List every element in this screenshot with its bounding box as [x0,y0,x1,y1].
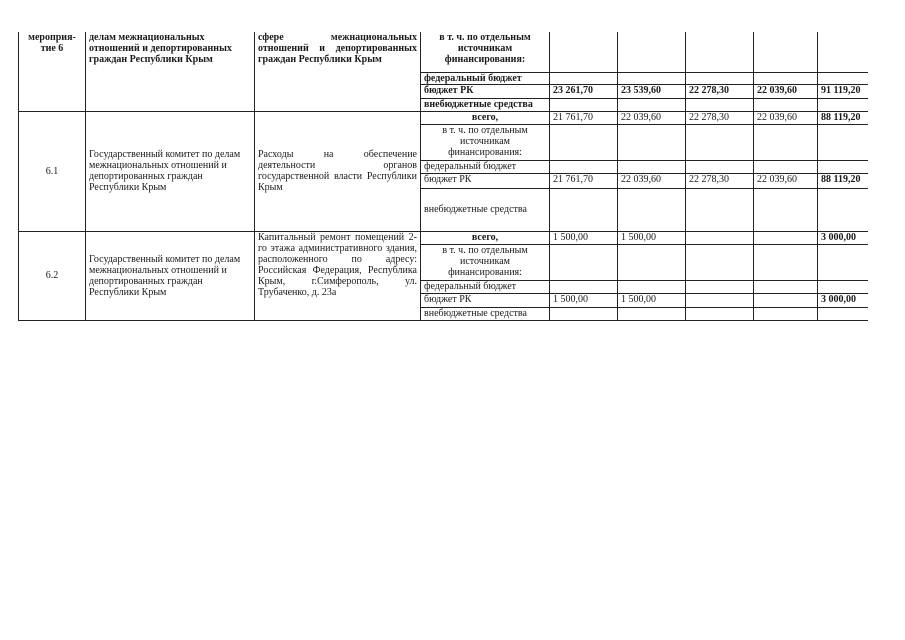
value-cell [618,307,686,320]
value-cell [818,72,868,84]
value-cell [754,244,818,280]
source-label: всего, [421,111,550,124]
value-cell [550,188,618,231]
measure-name-cell: Расходы на обеспечение деятельности органов государственной власти Республики Крым [255,111,421,231]
value-cell [818,280,868,293]
value-cell [818,244,868,280]
value-cell [754,188,818,231]
value-cell: 22 039,60 [618,111,686,124]
value-cell [618,188,686,231]
value-cell: 22 278,30 [686,111,754,124]
value-cell [754,280,818,293]
measure-name-cell: сфере межнациональных отношений и депортированных граждан Республики Крым [255,32,421,111]
value-cell: 22 039,60 [754,111,818,124]
value-cell [550,72,618,84]
value-cell [754,32,818,72]
value-cell: 3 000,00 [818,231,868,244]
budget-table [18,32,868,321]
value-cell [550,280,618,293]
value-cell [754,307,818,320]
value-cell: 22 278,30 [686,84,754,98]
value-cell [618,72,686,84]
source-label: внебюджетные средства [421,98,550,111]
value-cell: 1 500,00 [550,293,618,307]
value-cell [686,231,754,244]
value-cell [818,124,868,160]
measure-name-cell: Капитальный ремонт помещений 2-го этажа административного здания, расположенного по адресу: Российская Федерация, Республика Крым, г.Симферополь, ул. Трубаченко, д. 23а [255,231,421,320]
value-cell [686,280,754,293]
value-cell [686,307,754,320]
executor-cell: Государственный комитет по делам межнациональных отношений и депортированных граждан Республики Крым [86,111,255,231]
source-label: в т. ч. по отдельным источникам финансирования: [421,124,550,160]
table-row [19,111,868,124]
value-cell [818,98,868,111]
source-label: федеральный бюджет [421,72,550,84]
source-label: бюджет РК [421,84,550,98]
value-cell [618,98,686,111]
value-cell [550,98,618,111]
source-label: всего, [421,231,550,244]
value-cell: 1 500,00 [618,293,686,307]
value-cell [686,160,754,173]
value-cell [686,293,754,307]
executor-cell: делам межнациональных отношений и депортированных граждан Республики Крым [86,32,255,111]
value-cell [618,32,686,72]
value-cell [618,244,686,280]
value-cell [754,293,818,307]
value-cell [618,160,686,173]
value-cell [754,160,818,173]
value-cell [686,124,754,160]
value-cell: 21 761,70 [550,111,618,124]
value-cell: 23 539,60 [618,84,686,98]
value-cell [550,307,618,320]
value-cell [818,307,868,320]
value-cell [618,280,686,293]
value-cell: 22 039,60 [754,173,818,188]
value-cell [818,188,868,231]
value-cell: 22 278,30 [686,173,754,188]
source-label: в т. ч. по отдельным источникам финансирования: [421,32,550,72]
value-cell [686,72,754,84]
value-cell [818,160,868,173]
value-cell: 3 000,00 [818,293,868,307]
value-cell [754,98,818,111]
value-cell: 22 039,60 [754,84,818,98]
value-cell: 1 500,00 [618,231,686,244]
value-cell [686,98,754,111]
value-cell [754,72,818,84]
value-cell: 21 761,70 [550,173,618,188]
table-row [19,231,868,244]
source-label: бюджет РК [421,173,550,188]
value-cell [550,32,618,72]
source-label: внебюджетные средства [421,188,550,231]
value-cell [686,244,754,280]
source-label: внебюджетные средства [421,307,550,320]
value-cell: 91 119,20 [818,84,868,98]
value-cell [686,32,754,72]
value-cell [618,124,686,160]
value-cell: 23 261,70 [550,84,618,98]
source-label: федеральный бюджет [421,280,550,293]
table-row [19,32,868,72]
value-cell: 1 500,00 [550,231,618,244]
item-number: 6.1 [19,111,86,231]
source-label: бюджет РК [421,293,550,307]
value-cell: 88 119,20 [818,111,868,124]
value-cell [550,160,618,173]
value-cell [754,124,818,160]
value-cell [550,124,618,160]
item-number: мероприя- тие 6 [19,32,86,111]
value-cell [818,32,868,72]
value-cell [550,244,618,280]
value-cell [754,231,818,244]
value-cell: 88 119,20 [818,173,868,188]
value-cell [686,188,754,231]
value-cell: 22 039,60 [618,173,686,188]
executor-cell: Государственный комитет по делам межнациональных отношений и депортированных граждан Республики Крым [86,231,255,320]
source-label: в т. ч. по отдельным источникам финансирования: [421,244,550,280]
source-label: федеральный бюджет [421,160,550,173]
item-number: 6.2 [19,231,86,320]
